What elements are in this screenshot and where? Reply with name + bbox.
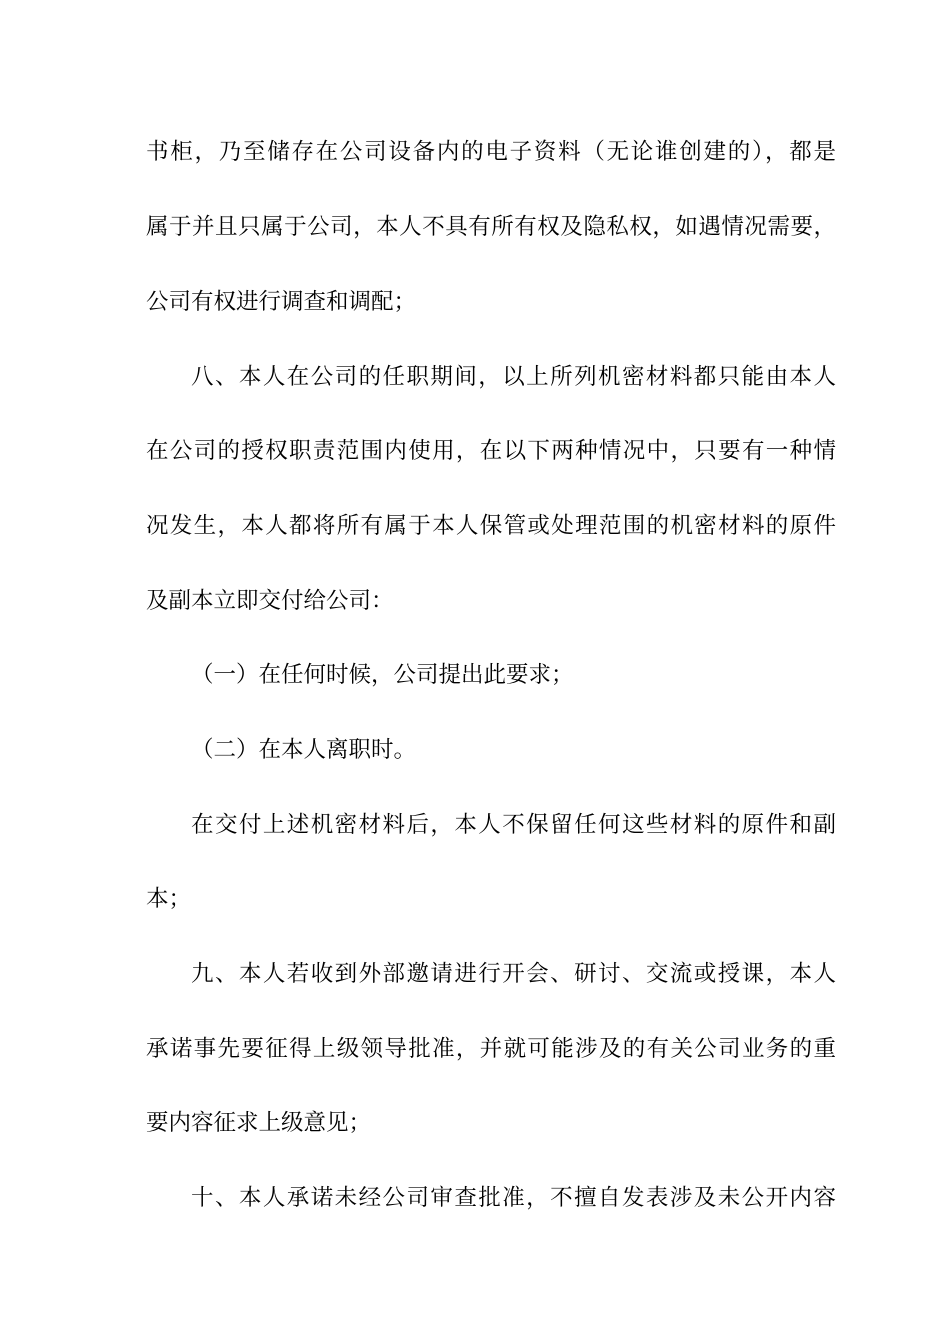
list-item: （一）在任何时候，公司提出此要求；	[191, 662, 574, 688]
paragraph-start-line: 十、本人承诺未经公司审查批准，不擅自发表涉及未公开内容	[191, 1185, 836, 1211]
paragraph-start-line: 在交付上述机密材料后，本人不保留任何这些材料的原件和副	[191, 812, 836, 838]
text-line: 承诺事先要征得上级领导批准，并就可能涉及的有关公司业务的重	[146, 1036, 836, 1062]
text-line: 公司有权进行调查和调配；	[146, 289, 417, 315]
text-line: 本；	[146, 886, 192, 912]
text-line: 要内容征求上级意见；	[146, 1110, 372, 1136]
text-line: 在公司的授权职责范围内使用，在以下两种情况中，只要有一种情	[146, 438, 836, 464]
paragraph-start-line: 八、本人在公司的任职期间，以上所列机密材料都只能由本人	[191, 364, 836, 390]
text-line: 属于并且只属于公司，本人不具有所有权及隐私权，如遇情况需要，	[146, 214, 836, 240]
text-line: 书柜，乃至储存在公司设备内的电子资料（无论谁创建的），都是	[146, 139, 836, 165]
text-line: 及副本立即交付给公司：	[146, 588, 394, 614]
text-line: 况发生，本人都将所有属于本人保管或处理范围的机密材料的原件	[146, 513, 836, 539]
paragraph-start-line: 九、本人若收到外部邀请进行开会、研讨、交流或授课，本人	[191, 961, 836, 987]
list-item: （二）在本人离职时。	[191, 737, 417, 763]
